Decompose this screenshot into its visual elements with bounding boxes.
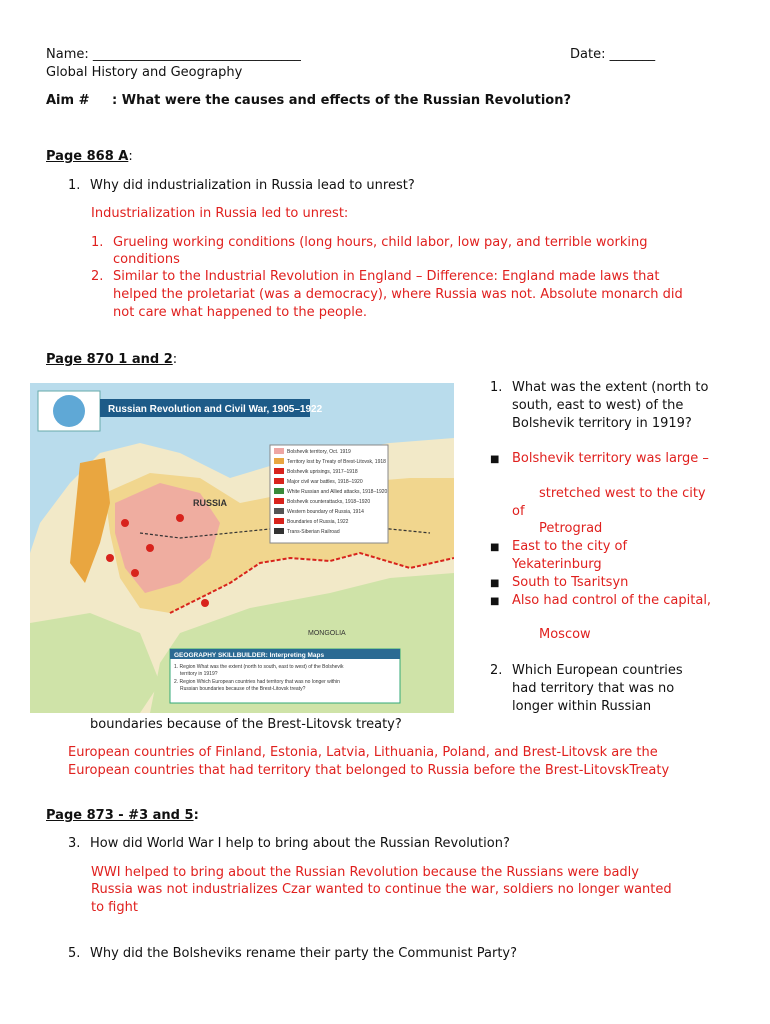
legend-swatch [274,518,284,524]
globe-icon [53,395,85,427]
mongolia-label: MONGOLIA [308,630,346,637]
legend-label: Boundaries of Russia, 1922 [287,519,349,525]
bullet-text: South to Tsaritsyn [512,575,629,590]
map-title: Russian Revolution and Civil War, 1905–1922 [108,404,323,415]
question-number: 2. [490,663,503,678]
battle-marker [146,544,154,552]
legend-swatch [274,508,284,514]
legend-label: Major civil war battles, 1918–1920 [287,479,363,485]
legend-label: Bolshevik counterattacks, 1918–1920 [287,499,371,505]
question-2-countries [490,663,683,678]
question-number: 1. [490,380,503,395]
question-5-communist [68,946,517,961]
answer-wwi-line-1: WWI helped to bring about the Russian Revolution because the Russians were badly [91,865,639,880]
answer-bullet-1-cont: Petrograd [539,521,603,536]
name-field-label: Name: ________________________________ [46,47,301,62]
question-text: How did World War I help to bring about the Russian Revolution? [90,836,510,851]
legend-swatch [274,468,284,474]
question-number: 3. [68,836,81,851]
question-1-extent-cont: Bolshevik territory in 1919? [512,416,692,431]
legend-swatch [274,498,284,504]
russia-label: RUSSIA [193,498,228,508]
bullet-text: East to the city of [512,539,628,554]
answer-item-2-cont: helped the proletariat (was a democracy), where Russia was not. Absolute monarch did [113,287,683,302]
answer-bullet-2 [490,539,627,554]
legend-label: Trans-Siberian Railroad [287,529,340,535]
answer-item-2 [91,269,659,284]
bullet-icon: ■ [490,596,500,607]
answer-bullet-1-cont: of [512,504,525,519]
legend-label: Bolshevik uprisings, 1917–1918 [287,469,358,475]
section-heading-870 [46,352,177,367]
bullet-text: Also had control of the capital, [512,593,712,608]
legend-label: Territory lost by Treaty of Brest-Litovsk, 1918 [287,459,386,465]
answer-bullet-1-cont: stretched west to the city [539,486,706,501]
question-3-wwi [68,836,510,851]
answer-text: Similar to the Industrial Revolution in England – Difference: England made laws that [113,269,660,284]
bullet-text: Bolshevik territory was large – [512,451,709,466]
answer-bullet-4-cont: Moscow [539,627,591,642]
answer-item-1 [91,235,648,250]
section-heading-870-colon: : [172,352,178,367]
bullet-icon: ■ [490,542,500,553]
question-2-countries-cont: boundaries because of the Brest-Litovsk treaty? [90,717,402,732]
battle-marker [131,569,139,577]
question-1-extent [490,380,708,395]
answer-bullet-4 [490,593,711,608]
answer-intro: Industrialization in Russia led to unrest: [91,206,349,221]
aim-question: : What were the causes and effects of the Russian Revolution? [112,93,571,108]
question-number: 5. [68,946,81,961]
question-2-countries-cont: had territory that was no [512,681,675,696]
question-text: Why did the Bolsheviks rename their party the Communist Party? [90,946,518,961]
bullet-icon: ■ [490,578,500,589]
skillbuilder-q2: 2. Region Which European countries had territory that was no longer within [174,679,340,685]
answer-item-1-cont: conditions [113,252,180,267]
skillbuilder-q2b: Russian boundaries because of the Brest-Litovsk treaty? [180,686,306,692]
answer-wwi-line-3: to fight [91,900,138,915]
aim-label: Aim # [46,93,90,108]
question-text: Why did industrialization in Russia lead to unrest? [90,178,415,193]
section-heading-868-text: Page 868 A [46,149,129,164]
legend-swatch [274,488,284,494]
section-heading-870-text: Page 870 1 and 2 [46,352,173,367]
answer-number: 2. [91,269,104,284]
map-svg [30,383,454,713]
answer-text: Grueling working conditions (long hours, child labor, low pay, and terrible working [113,235,648,250]
question-1-industrialization [68,178,415,193]
section-heading-873-text: Page 873 - #3 and 5 [46,808,194,823]
answer-countries-line-2: European countries that had territory that belonged to Russia before the Brest-LitovskTreaty [68,763,670,778]
question-text: What was the extent (north to [512,380,709,395]
russian-revolution-map [30,383,454,713]
answer-bullet-2-cont: Yekaterinburg [512,557,602,572]
question-1-extent-cont: south, east to west) of the [512,398,684,413]
battle-marker [121,519,129,527]
legend-swatch [274,448,284,454]
legend-swatch [274,478,284,484]
question-2-countries-cont: longer within Russian [512,699,652,714]
legend-label: Bolshevik territory, Oct. 1919 [287,449,351,455]
course-title: Global History and Geography [46,65,243,80]
section-heading-873-colon: : [193,808,199,823]
date-field-label: Date: _______ [570,47,656,62]
bullet-icon: ■ [490,454,500,465]
answer-item-2-cont: not care what happened to the people. [113,305,367,320]
answer-bullet-3 [490,575,628,590]
skillbuilder-q1: 1. Region What was the extent (north to south, east to west) of the Bolshevik [174,664,344,670]
answer-number: 1. [91,235,104,250]
battle-marker [201,599,209,607]
answer-wwi-line-2: Russia was not industrializes Czar wanted to continue the war, soldiers no longer wanted [91,882,672,897]
section-heading-868-colon: : [128,149,133,164]
skillbuilder-q1b: territory in 1919? [180,671,218,677]
answer-bullet-1 [490,451,709,466]
legend-swatch [274,458,284,464]
legend-swatch [274,528,284,534]
skillbuilder-title: GEOGRAPHY SKILLBUILDER: Interpreting Maps [174,652,325,659]
section-heading-868 [46,149,133,164]
battle-marker [176,514,184,522]
answer-countries-line-1: European countries of Finland, Estonia, Latvia, Lithuania, Poland, and Brest-Litovsk are the [68,745,658,760]
battle-marker [106,554,114,562]
question-text: Which European countries [512,663,683,678]
section-heading-873 [46,808,199,823]
question-number: 1. [68,178,81,193]
legend-label: White Russian and Allied attacks, 1918–1920 [287,489,388,495]
legend-label: Western boundary of Russia, 1914 [287,509,364,515]
map-legend [270,445,388,543]
